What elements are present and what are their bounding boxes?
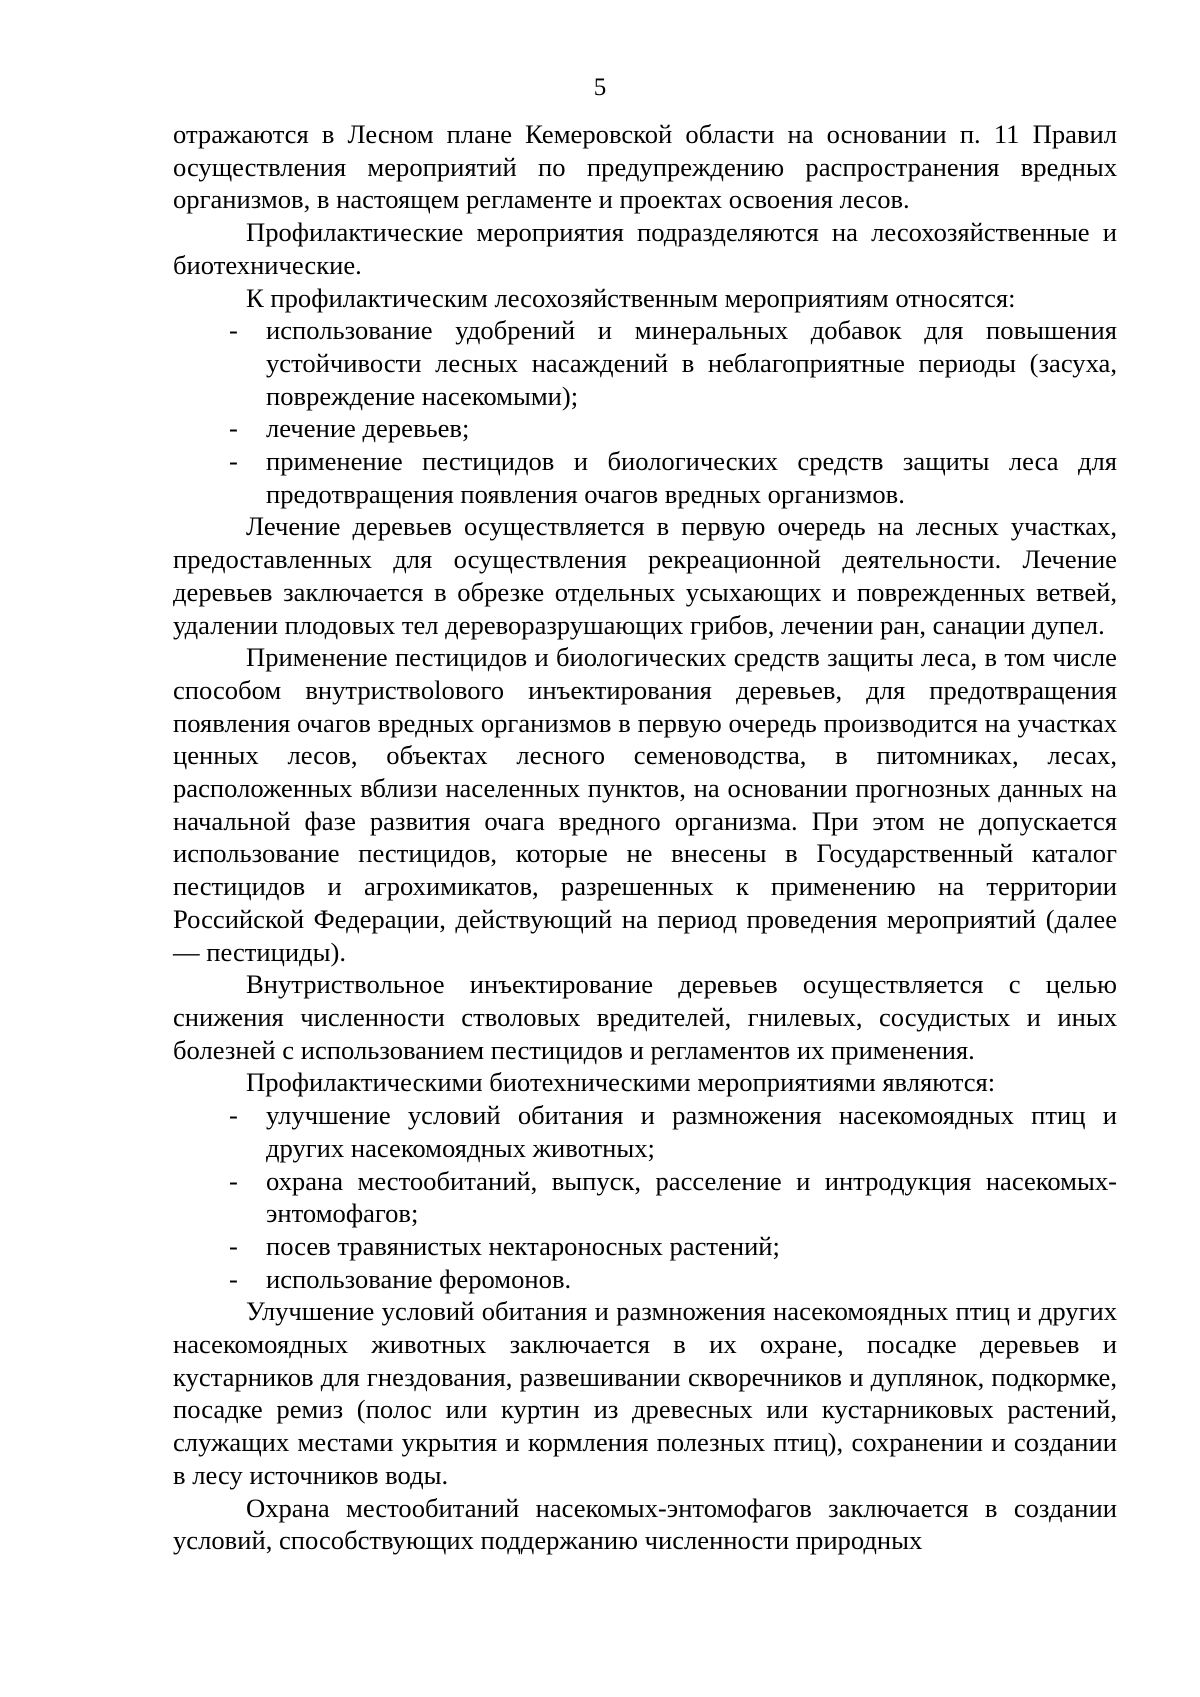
list-item [173,314,1117,412]
list-item [173,1230,1117,1263]
paragraph: Профилактические мероприятия подразделяются на лесохозяйственные и биотехнические. [173,217,1117,280]
list-item [173,412,1117,445]
list-item-text: применение пестицидов и биологических средств защиты леса для предотвращения появления очагов вредных организмов. [266,446,1117,509]
dash-bullet-icon: - [229,446,238,477]
bullet-list [173,1099,1117,1295]
paragraph: отражаются в Лесном плане Кемеровской области на основании п. 11 Правил осуществления мероприятий по предупреждению распространения вредных организмов, в настоящем регламенте и проектах освоения лесов. [173,119,1117,215]
list-item-text: охрана местообитаний, выпуск, расселение и интродукция насекомых-энтомофагов; [266,1165,1117,1229]
page-number: 5 [593,74,607,101]
list-item-text: использование феромонов. [266,1263,572,1294]
dash-bullet-icon: - [229,315,238,346]
paragraph: Применение пестицидов и биологических средств защиты леса, в том числе способом внутриствolового инъектирования деревьев, для предотвращения появления очагов вредных организмов в первую очередь производится на участках ценных лесов, объектах лесного семеноводства, в питомниках, лесах, расположенных вблизи населенных пунктов, на основании прогнозных данных на начальной фазе развития очага вредного организма. При этом не допускается использование пестицидов, которые не внесены в Государственный каталог пестицидов и агрохимикатов, разрешенных к применению на территории Российской Федерации, действующий на период проведения мероприятий (далее — пестициды). [173,642,1117,967]
document-body [173,118,1117,1557]
dash-bullet-icon: - [229,1165,238,1196]
paragraph: Профилактическими биотехническими мероприятиями являются: [246,1067,996,1098]
bullet-list [173,314,1117,510]
paragraph: К профилактическим лесохозяйственным мероприятиям относятся: [246,282,1016,313]
dash-bullet-icon: - [229,1230,238,1261]
list-item [173,445,1117,510]
list-item-text: улучшение условий обитания и размножения насекомоядных птиц и других насекомоядных животных; [266,1100,1117,1163]
dash-bullet-icon: - [229,413,238,444]
list-item [173,1099,1117,1164]
list-item [173,1263,1117,1296]
paragraph: Лечение деревьев осуществляется в первую очередь на лесных участках, предоставленных для осуществления рекреационной деятельности. Лечение деревьев заключается в обрезке отдельных усыхающих и поврежденных ветвей, удалении плодовых тел дереворазрушающих грибов, лечении ран, санации дупел. [173,511,1117,640]
paragraph: Улучшение условий обитания и размножения насекомоядных птиц и других насекомоядных животных заключается в их охране, посадке деревьев и кустарников для гнездования, развешивании скворечников и дуплянок, подкормке, посадке ремиз (полос или куртин из древесных или кустарниковых растений, служащих местами укрытия и кормления полезных птиц), сохранении и создании в лесу источников воды. [173,1296,1117,1490]
list-item [173,1165,1117,1230]
list-item-text: использование удобрений и минеральных добавок для повышения устойчивости лесных насаждений в неблагоприятные периоды (засуха, повреждение насекомыми); [266,315,1117,411]
dash-bullet-icon: - [229,1263,238,1294]
list-item-text: посев травянистых нектароносных растений; [266,1230,780,1261]
list-item-text: лечение деревьев; [266,413,470,444]
paragraph: Внутриствольное инъектирование деревьев осуществляется с целью снижения численности стволовых вредителей, гнилевых, сосудистых и иных болезней с использованием пестицидов и регламентов их применения. [173,969,1117,1065]
paragraph: Охрана местообитаний насекомых-энтомофагов заключается в создании условий, способствующих поддержанию численности природных [173,1492,1117,1556]
dash-bullet-icon: - [229,1100,238,1131]
